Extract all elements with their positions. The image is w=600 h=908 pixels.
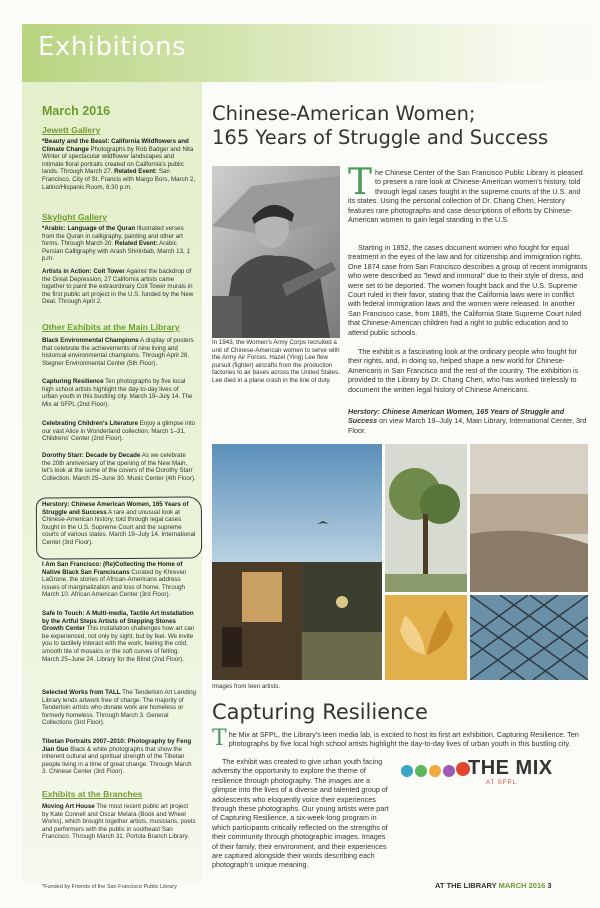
exhibit-view-note: Herstory: Chinese American Women, 165 Years of Struggle and Success on view March 19–July 14, Main Library, International Center, 3rd Floor. — [348, 407, 587, 435]
exhibit-entry: I Am San Francisco: (Re)Collecting the Home of Native Black San Franciscans Curated by Khreven LaGrone, the stories of African-Americans address issues of marginalization and loss of home. Through March 10. African American Center (3rd Floor). — [42, 561, 187, 599]
drop-cap: T — [348, 162, 373, 203]
article2-paragraph: The exhibit was created to give urban youth facing adversity the opportunity to explore the theme of resilience through photography. The images are a glimpse into the lives of a diverse and talented group of adolescents who eloquently voice their experiences through these photographs. Our young artists were part of Capturing Resilience, a six-week-long program in which participants critically reflected on the strengths of their community through photographic images. Images of their family, their environment, and their experiences are captured alongside their words describing each photograph's unique meaning. — [212, 757, 389, 870]
mix-logo-subtitle: AT SFPL — [486, 780, 517, 786]
teen-photo-fence — [470, 595, 588, 680]
grid-caption: Images from teen artists. — [212, 683, 281, 690]
exhibit-entry: Celebrating Children's Literature Enjoy a glimpse into our vast Alice in Wonderland collection. March 1–31. Childrens' Center (2nd Floor). — [42, 420, 196, 443]
exhibit-entry: Safe to Touch: A Multi-media, Tactile Art Installation by the Artful Steps Artists of Stepping Stones Growth Center This installation challenges how art can be experienced, not only by sight, but by feel. We invite you to tactilely interact with the work; feeling the cold, smooth tile of mosaics or the soft curves of felting. March 25–June 24. Library for the Blind (2nd Floor). — [42, 610, 195, 663]
exhibit-entry: *Beauty and the Beast: California Wildflowers and Climate Change Photographs by Rob Badger and Nita Winter of spectacular wildflower landscapes and intimate floral portraits created on California's public lands. Through March 27. Related Event: San Francisco, City of St. Francis with Margo Bors, March 2, Latino/Hispanic Room, 6:30 p.m. — [42, 138, 196, 191]
page-title: Exhibitions — [38, 32, 187, 62]
teen-photo-beach — [470, 444, 588, 592]
page-footer: AT THE LIBRARY MARCH 2016 3 — [435, 881, 552, 890]
section-jewett-gallery: Jewett Gallery — [42, 125, 101, 135]
exhibit-entry: Moving Art House The most recent public art project by Kate Connell and Oscar Melara (Book and Wheel Works), which brought together artists, musicians, poets and performers with the public in southeast San Francisco. Through March 31. Portola Branch Library. — [42, 803, 196, 841]
exhibit-entry: Capturing Resilience Ten photographs by five local high school artists highlight the day-to-day lives of urban youth in this bustling city. March 19–July 14. The Mix at SFPL (2nd Floor). — [42, 378, 193, 408]
teen-photo-sky-bird — [212, 444, 382, 562]
historical-photo-woman-pilot — [212, 166, 340, 338]
teen-photo-street-night — [302, 562, 382, 680]
teen-photo-butterfly — [385, 595, 467, 680]
exhibit-entry: *Arabic: Language of the Quran Illustrated verses from the Quran in calligraphy, painting and other art forms. Through March 20. Related Event: Arabic Persian Calligraphy with Arash Shirinbab, March 13, 1 p.m. — [42, 225, 190, 263]
section-branches: Exhibits at the Branches — [42, 789, 143, 799]
exhibit-entry: Tibetan Portraits 2007–2010: Photography by Feng Jian Guo Black & white photographs that show the inherent cultural and spiritual strength of the Tibetan people living in a time of great change. Through March 3. Chinese Center (3rd Floor). — [42, 738, 192, 776]
article-body: The Chinese Center of the San Francisco Public Library is pleased to present a rare look at Chinese-American women's history, told through legal cases fought in the supreme courts of the U.S. and its states. Using the personal collection of Dr. Chang Chen, Herstory features rare photographs and case descriptions of efforts by Chinese-American women to gain legal standing in the U.S. — [348, 162, 583, 225]
drop-cap: T — [212, 726, 227, 751]
article2-intro: The Mix at SFPL, the Library's teen media lab, is excited to host its first art exhibition, Capturing Resilience. Ten photographs by five local high school artists highlight the day-to-day lives of urban youth in this bustling city. — [212, 726, 579, 751]
exhibit-entry: Dorothy Starr: Decade by Decade As we celebrate the 20th anniversary of the opening of the New Main, let's look at the some of the covers of the Dorothy Starr Collection. March 25–June 30. Music Center (4th Floor). — [42, 452, 196, 482]
article2-title: Capturing Resilience — [212, 700, 428, 724]
sidebar-month: March 2016 — [42, 104, 111, 118]
funding-note: *Funded by Friends of the San Francisco Public Library — [42, 884, 177, 890]
photo-caption: In 1943, the Women's Army Corps recruited a unit of Chinese-American women to serve with the Army Air Forces. Hazel (Ying) Lee flew pursuit (fighter) aircrafts from the production factories to air bases across the United States. Lee died in a plane crash in the line of duty. — [212, 339, 340, 384]
teen-photo-night-window — [212, 562, 302, 680]
teen-photo-tree — [385, 444, 467, 592]
section-main-library: Other Exhibits at the Main Library — [42, 322, 180, 332]
article-paragraph: Starting in 1852, the cases document women who fought for equal treatment in the eyes of the law and for citizenship and immigration rights. One 1874 case from San Francisco describes a group of recent immigrants who were described as "lewd and immoral" due to their style of dress, and were set to be deported. The women fought back and the U.S. Supreme Court ruled in their favor, stating that the California laws were in conflict with federal immigration laws and the women were released. In another San Francisco case, from 1885, the California State Supreme Court ruled that Chinese-American children had a right to public education and to attend public schools. — [348, 243, 588, 337]
exhibit-entry: Black Environmental Champions A display of posters that celebrate the achievements of nine living and historical environmental champions. Through April 28. Stegner Environmental Center (5th Floor). — [42, 337, 194, 367]
article-title: Chinese-American Women; 165 Years of Struggle and Success — [212, 102, 549, 149]
article-paragraph: The exhibit is a fascinating look at the ordinary people who fought for their rights, and, in doing so, helped shape a new world for Chinese-Americans in San Francisco and the rest of the country. The exhibition is provided to the Library by Dr. Chang Chen, who has worked tirelessly to document the written legal history of Chinese Americans. — [348, 347, 579, 394]
mix-logo-text: THE MIX — [468, 757, 553, 779]
exhibit-entry: Artists in Action: Coit Tower Against the backdrop of the Great Depression, 27 California artists came together to paint the extraordinary Coit Tower murals in the first public art project in the U.S. funded by the New Deal. Through April 2. — [42, 268, 194, 306]
exhibit-entry: Selected Works from TALL The Tenderloin Art Lending Library lends artwork free of charge. The majority of Tenderloin artists who donate work are homeless or formerly homeless. Through March 3. General Collections (3rd Floor). — [42, 689, 196, 727]
section-skylight-gallery: Skylight Gallery — [42, 212, 107, 222]
exhibit-entry-herstory: Herstory: Chinese American Women, 165 Years of Struggle and Success A rare and unusual look at Chinese-American history, told through legal cases fought in the U.S. Supreme Court and the supreme courts of various states. March 19–July 14. International Center (3rd Floor). — [42, 501, 196, 546]
